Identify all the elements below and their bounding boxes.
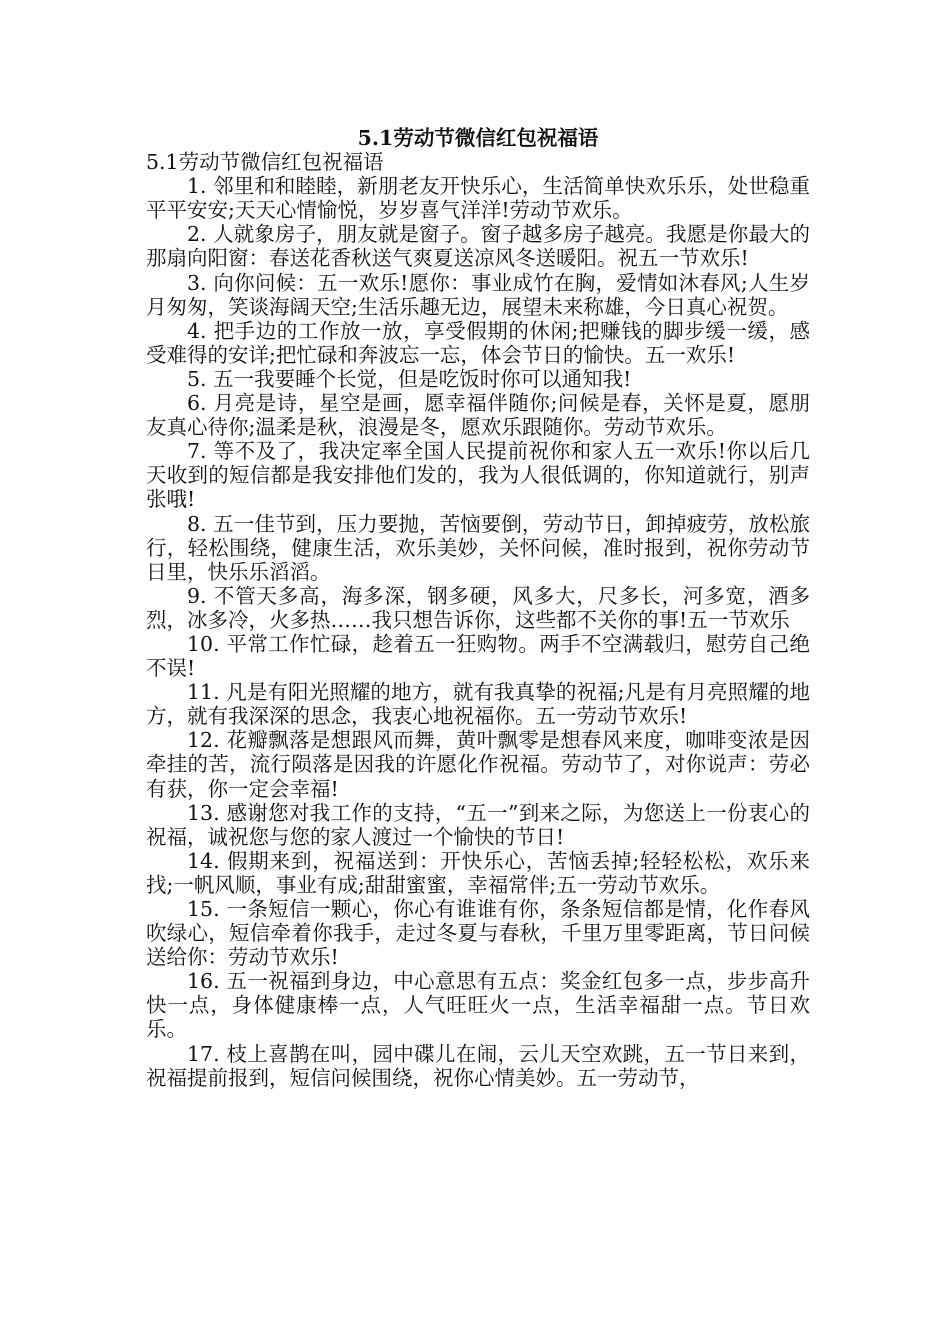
paragraph-3: 3. 向你问候：五一欢乐!愿你：事业成竹在胸，爱情如沐春风;人生岁月匆匆，笑谈海阔天空;生活乐趣无边，展望未来称雄，今日真心祝贺。 [146, 270, 810, 319]
paragraph-16: 16. 五一祝福到身边，中心意思有五点：奖金红包多一点，步步高升快一点，身体健康棒一点，人气旺旺火一点，生活幸福甜一点。节日欢乐。 [146, 969, 810, 1042]
paragraph-12: 12. 花瓣飘落是想跟风而舞，黄叶飘零是想春风来度，咖啡变浓是因牵挂的苦，流行陨落是因我的许愿化作祝福。劳动节了，对你说声：劳必有获，你一定会幸福! [146, 728, 810, 801]
paragraph-2: 2. 人就象房子，朋友就是窗子。窗子越多房子越亮。我愿是你最大的那扇向阳窗：春送花香秋送气爽夏送凉风冬送暖阳。祝五一节欢乐! [146, 222, 810, 271]
document-title: 5.1劳动节微信红包祝福语 [357, 126, 599, 150]
document-body [146, 126, 810, 1090]
paragraph-4: 4. 把手边的工作放一放，享受假期的休闲;把赚钱的脚步缓一缓，感受难得的安详;把忙碌和奔波忘一忘，体会节日的愉快。五一欢乐! [146, 318, 810, 367]
paragraph-6: 6. 月亮是诗，星空是画，愿幸福伴随你;问候是春，关怀是夏，愿朋友真心待你;温柔是秋，浪漫是冬，愿欢乐跟随你。劳动节欢乐。 [146, 391, 810, 440]
paragraph-14: 14. 假期来到，祝福送到：开快乐心，苦恼丢掉;轻轻松松，欢乐来找;一帆风顺，事业有成;甜甜蜜蜜，幸福常伴;五一劳动节欢乐。 [146, 848, 810, 897]
paragraph-1: 1. 邻里和和睦睦，新朋老友开快乐心，生活简单快欢乐乐，处世稳重平平安安;天天心情愉悦，岁岁喜气洋洋!劳动节欢乐。 [146, 174, 810, 223]
paragraph-7: 7. 等不及了，我决定率全国人民提前祝你和家人五一欢乐!你以后几天收到的短信都是我安排他们发的，我为人很低调的，你知道就行，别声张哦! [146, 439, 810, 512]
paragraph-10: 10. 平常工作忙碌，趁着五一狂购物。两手不空满载归，慰劳自己绝不误! [146, 631, 810, 681]
paragraph-11: 11. 凡是有阳光照耀的地方，就有我真挚的祝福;凡是有月亮照耀的地方，就有我深深的思念，我衷心地祝福你。五一劳动节欢乐! [146, 680, 810, 729]
paragraph-17: 17. 枝上喜鹊在叫，园中碟儿在闹，云儿天空欢跳，五一节日来到，祝福提前报到，短信问候围绕，祝你心情美妙。五一劳动节， [146, 1041, 810, 1090]
paragraph-9: 9. 不管天多高，海多深，钢多硬，风多大，尺多长，河多宽，酒多烈，冰多冷，火多热……我只想告诉你，这些都不关你的事!五一节欢乐 [146, 583, 810, 632]
document-subtitle: 5.1劳动节微信红包祝福语 [146, 150, 384, 175]
paragraph-8: 8. 五一佳节到，压力要抛，苦恼要倒，劳动节日，卸掉疲劳，放松旅行，轻松围绕，健康生活，欢乐美妙，关怀问候，准时报到，祝你劳动节日里，快乐乐滔滔。 [146, 511, 810, 584]
paragraph-13: 13. 感谢您对我工作的支持，“五一”到来之际，为您送上一份衷心的祝福，诚祝您与您的家人渡过一个愉快的节日! [146, 800, 810, 849]
paragraph-5: 5. 五一我要睡个长觉，但是吃饭时你可以通知我! [187, 366, 632, 391]
paragraph-15: 15. 一条短信一颗心，你心有谁谁有你，条条短信都是情，化作春风吹绿心，短信牵着你我手，走过冬夏与春秋，千里万里零距离，节日问候送给你：劳动节欢乐! [146, 897, 810, 970]
